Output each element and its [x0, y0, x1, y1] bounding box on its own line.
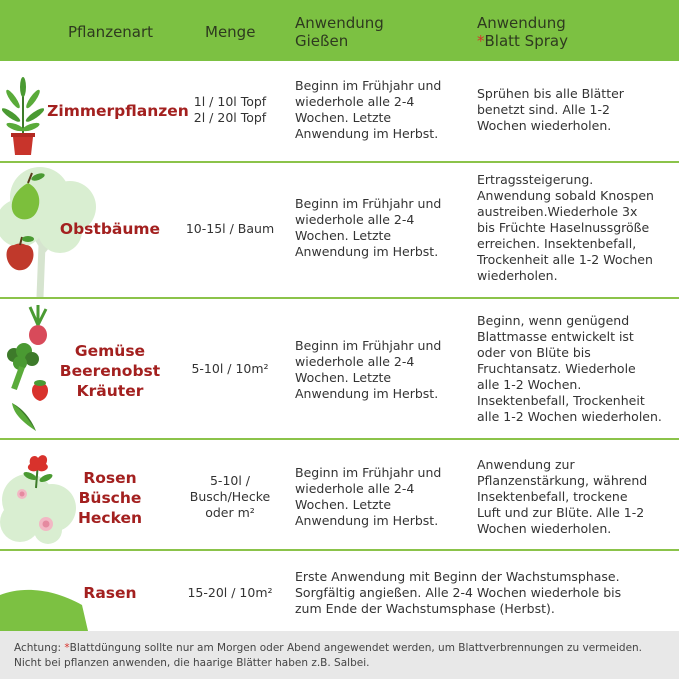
text-line: Sprühen bis alle Blätter	[477, 86, 624, 101]
text-line: Wochen. Letzte	[295, 497, 392, 512]
spray-text	[477, 172, 654, 284]
footer-line-2: Nicht bei pflanzen anwenden, die haarige Blätter haben z.B. Salbei.	[14, 657, 370, 669]
text-line: Anwendung im Herbst.	[295, 244, 439, 259]
header-spray-line2	[477, 32, 568, 50]
plant-name-line: Obstbäume	[59, 220, 161, 238]
header-spray-line1: Anwendung	[477, 14, 566, 32]
menge-value	[180, 221, 280, 237]
spray-text	[477, 457, 647, 537]
text-line: Trockenheit alle 1-2 Wochen	[477, 252, 653, 267]
menge-value	[180, 585, 280, 601]
menge-line: 1l / 10l Topf	[193, 94, 267, 109]
plant-name	[40, 583, 180, 603]
text-line: Insektenbefall, trockene	[477, 489, 628, 504]
plant-name-line: Büsche	[78, 489, 142, 507]
header-spray	[477, 14, 568, 50]
text-line: Ertragssteigerung.	[477, 172, 594, 187]
text-line: alle 1-2 Wochen wiederholen.	[477, 409, 662, 424]
menge-line: 5-10l / 10m²	[191, 361, 269, 376]
header-giessen	[295, 14, 384, 50]
menge-line: 10-15l / Baum	[185, 221, 275, 236]
text-line: Pflanzenstärkung, während	[477, 473, 648, 488]
text-line: alle 1-2 Wochen.	[477, 377, 582, 392]
footer-line-1	[14, 641, 674, 656]
text-line: Anwendung zur	[477, 457, 575, 472]
asterisk: *	[477, 32, 485, 50]
table-row-zimmerpflanzen	[0, 61, 679, 163]
plant-name-line: Gemüse	[74, 342, 146, 360]
plant-name-line: Rasen	[83, 584, 137, 602]
combined-text	[295, 569, 621, 617]
menge-value	[180, 94, 280, 126]
text-line: Erste Anwendung mit Beginn der Wachstumsphase.	[295, 569, 620, 584]
header-giessen-line1: Anwendung	[295, 14, 384, 32]
text-line: Wochen. Letzte	[295, 228, 392, 243]
text-line: Wochen. Letzte	[295, 110, 392, 125]
text-line: Anwendung im Herbst.	[295, 513, 439, 528]
asterisk: *	[64, 642, 70, 654]
table-row-rasen	[0, 551, 679, 631]
menge-value	[180, 361, 280, 377]
text-line: Beginn im Frühjahr und	[295, 338, 442, 353]
plant-name-line: Hecken	[77, 509, 143, 527]
plant-name	[42, 101, 194, 121]
table-header	[0, 0, 679, 61]
text-line: Wochen wiederholen.	[477, 118, 612, 133]
table-row-rosen	[0, 440, 679, 551]
text-line: benetzt sind. Alle 1-2	[477, 102, 610, 117]
text-line: wiederholen.	[477, 268, 558, 283]
giessen-text	[295, 338, 441, 402]
menge-line: oder m²	[205, 505, 255, 520]
plant-name	[40, 219, 180, 239]
text-line: Anwendung sobald Knospen	[477, 188, 654, 203]
spray-text	[477, 86, 624, 134]
header-pflanzenart: Pflanzenart	[68, 23, 154, 41]
menge-line: Busch/Hecke	[189, 489, 271, 504]
text-line: oder von Blüte bis	[477, 345, 591, 360]
menge-line: 15-20l / 10m²	[187, 585, 273, 600]
giessen-text	[295, 465, 441, 529]
footer-label: Achtung:	[14, 642, 65, 654]
text-line: Anwendung im Herbst.	[295, 386, 439, 401]
menge-line: 5-10l /	[209, 473, 251, 488]
text-line: Beginn im Frühjahr und	[295, 465, 442, 480]
plant-name	[40, 468, 180, 528]
plant-name-line: Kräuter	[76, 382, 144, 400]
text-line: wiederhole alle 2-4	[295, 212, 415, 227]
text-line: wiederhole alle 2-4	[295, 481, 415, 496]
footer-note	[0, 631, 679, 679]
plant-name-line: Beerenobst	[59, 362, 161, 380]
menge-line: 2l / 20l Topf	[193, 110, 267, 125]
header-spray-label: Blatt Spray	[484, 32, 568, 50]
text-line: wiederhole alle 2-4	[295, 354, 415, 369]
text-line: Sorgfältig angießen. Alle 2-4 Wochen wiederhole bis	[295, 585, 622, 600]
text-line: Wochen wiederholen.	[477, 521, 612, 536]
spray-text	[477, 313, 662, 425]
text-line: Beginn im Frühjahr und	[295, 78, 442, 93]
text-line: Wochen. Letzte	[295, 370, 392, 385]
text-line: Fruchtansatz. Wiederhole	[477, 361, 636, 376]
text-line: Luft und zur Blüte. Alle 1-2	[477, 505, 645, 520]
plant-name-line: Rosen	[83, 469, 137, 487]
header-giessen-line2: Gießen	[295, 32, 349, 50]
giessen-text	[295, 78, 441, 142]
text-line: bis Früchte Haselnussgröße	[477, 220, 650, 235]
text-line: zum Ende der Wachstumsphase (Herbst).	[295, 601, 555, 616]
text-line: erreichen. Insektenbefall,	[477, 236, 637, 251]
text-line: Blattmasse entwickelt ist	[477, 329, 634, 344]
table-row-gemuese	[0, 299, 679, 440]
potted-plant-icon	[2, 73, 44, 157]
text-line: austreiben.Wiederhole 3x	[477, 204, 638, 219]
footer-text	[14, 641, 674, 671]
header-menge: Menge	[205, 23, 256, 41]
plant-name-line: Zimmerpflanzen	[47, 102, 189, 120]
footer-line1-text: Blattdüngung sollte nur am Morgen oder Abend angewendet werden, um Blattverbrennungen zu vermeiden.	[69, 642, 643, 654]
text-line: Insektenbefall, Trockenheit	[477, 393, 645, 408]
text-line: wiederhole alle 2-4	[295, 94, 415, 109]
table-row-obstbaeume	[0, 163, 679, 299]
text-line: Beginn im Frühjahr und	[295, 196, 442, 211]
text-line: Anwendung im Herbst.	[295, 126, 439, 141]
plant-name	[40, 341, 180, 401]
text-line: Beginn, wenn genügend	[477, 313, 630, 328]
giessen-text	[295, 196, 441, 260]
menge-value	[180, 473, 280, 521]
